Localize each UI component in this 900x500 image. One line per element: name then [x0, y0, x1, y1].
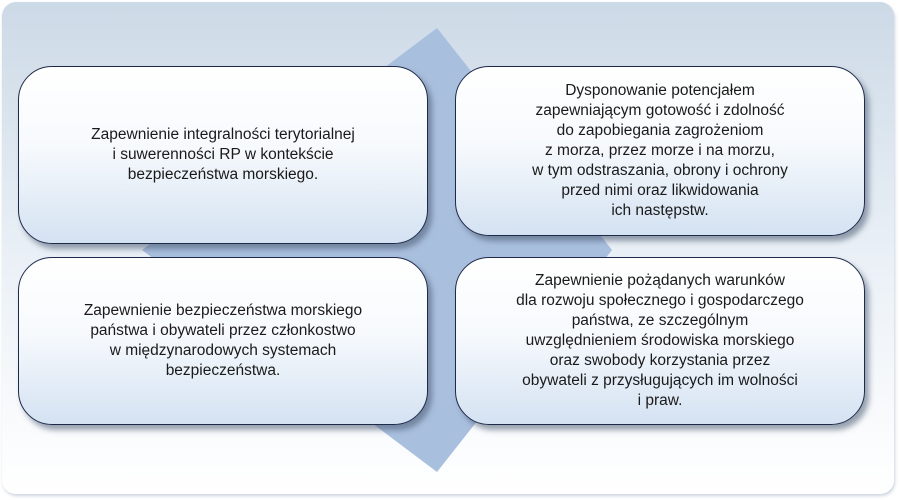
- box-text-line: i suwerenności RP w kontekście: [112, 146, 334, 163]
- box-text-line: dla rozwoju społecznego i gospodarczego: [516, 292, 804, 309]
- box-text-line: obywateli z przysługujących im wolności: [522, 372, 798, 389]
- box-international-membership: [18, 257, 428, 425]
- box-text-line: ich następstw.: [611, 202, 709, 219]
- box-text-line: przed nimi oraz likwidowania: [561, 182, 759, 199]
- box-text-line: zapewniającym gotowość i zdolność: [535, 102, 785, 119]
- box-text-line: z morza, przez morze i na morzu,: [545, 142, 775, 159]
- box-text-line: do zapobiegania zagrożeniom: [556, 122, 764, 139]
- box-text-line: w międzynarodowych systemach: [109, 342, 337, 359]
- box-text-line: uwzględnieniem środowiska morskiego: [525, 332, 795, 349]
- box-territorial-integrity: [18, 66, 428, 244]
- box-text-line: bezpieczeństwa morskiego.: [127, 166, 319, 183]
- box-text-line: bezpieczeństwa.: [165, 362, 281, 379]
- box-text-line: Zapewnienie bezpieczeństwa morskiego: [83, 302, 363, 319]
- box-text-line: państwa i obywateli przez członkostwo: [90, 322, 356, 339]
- box-development-conditions: [455, 257, 865, 425]
- box-text-line: Zapewnienie pożądanych warunków: [535, 272, 785, 289]
- box-text-line: w tym odstraszania, obrony i ochrony: [532, 162, 788, 179]
- box-text-line: oraz swobody korzystania przez: [549, 352, 771, 369]
- box-text-line: Dysponowanie potencjałem: [565, 82, 755, 99]
- box-defense-potential: [455, 66, 865, 236]
- box-text-line: Zapewnienie integralności terytorialnej: [91, 126, 355, 143]
- box-text-line: państwa, ze szczególnym: [571, 312, 749, 329]
- box-text-line: i praw.: [637, 392, 683, 409]
